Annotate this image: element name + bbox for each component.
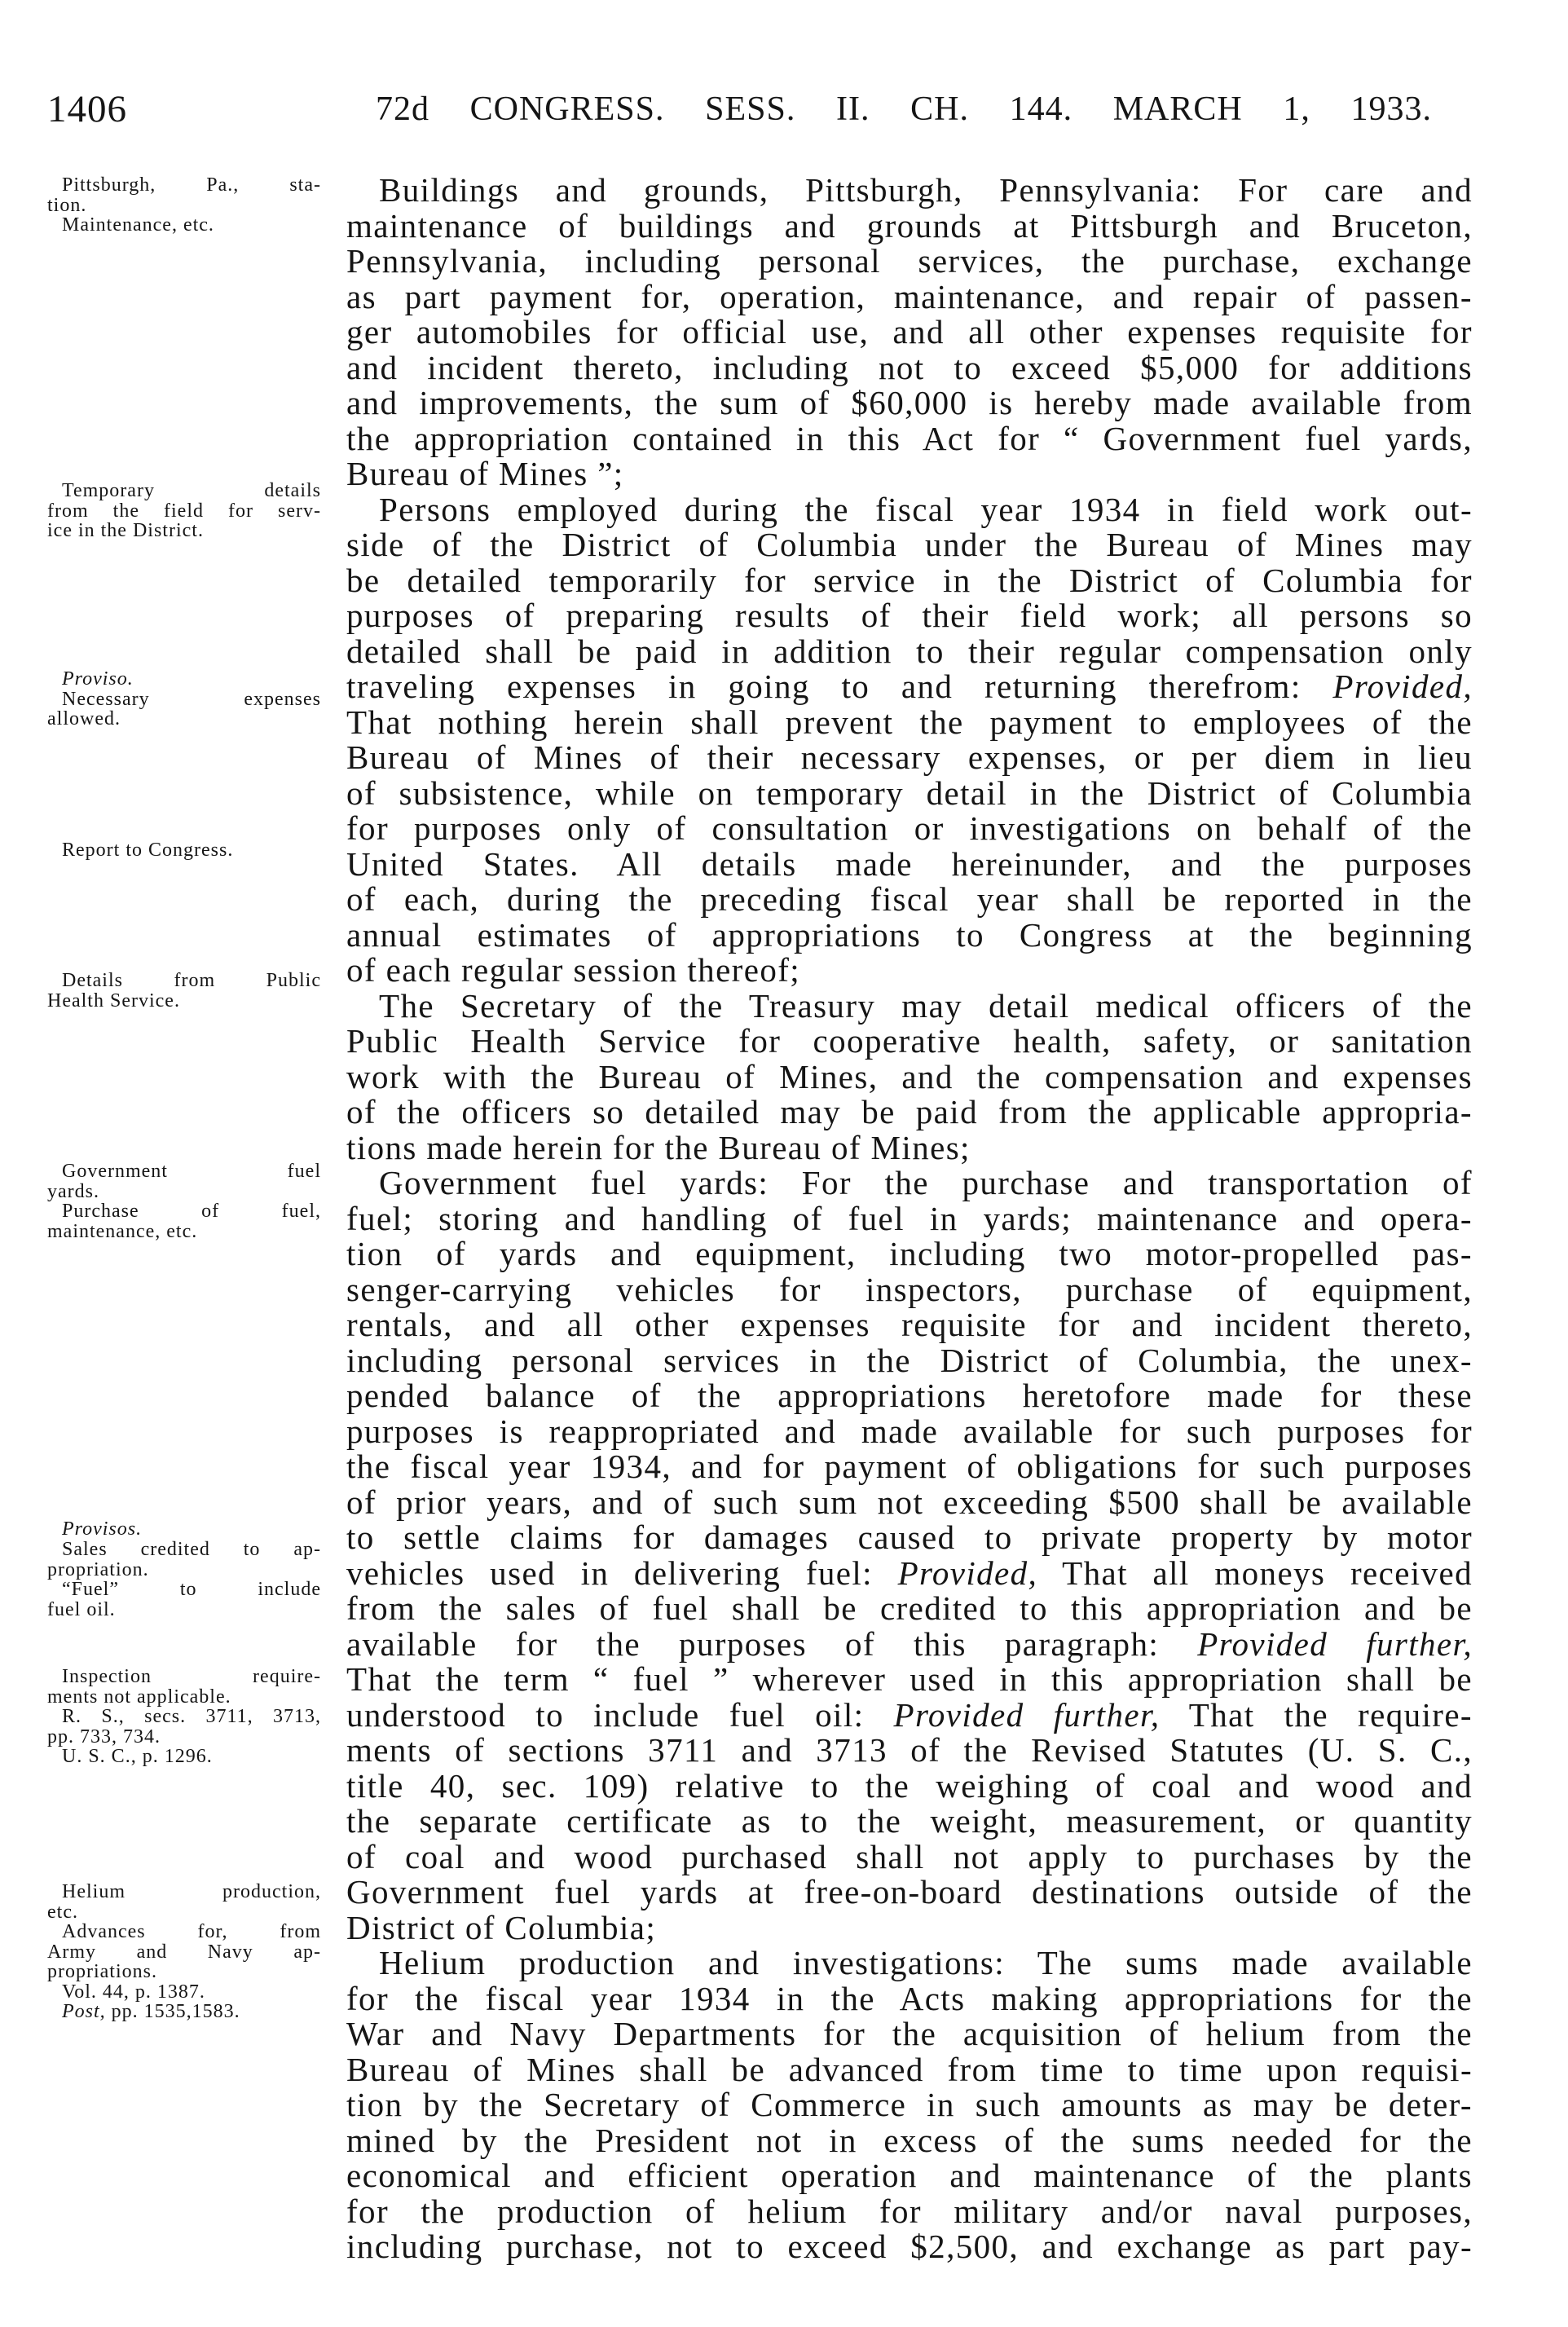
paragraph-temporary-details <box>346 492 1473 989</box>
margin-note <box>47 2002 321 2022</box>
text-line: be detailed temporarily for service in the District of Columbia for <box>346 561 1473 599</box>
italic-proviso: Provided, <box>1332 668 1473 705</box>
text-line: District of Columbia; <box>346 1908 657 1946</box>
text-line: economical and efficient operation and maintenance of the plants <box>346 2157 1473 2194</box>
italic-proviso: Provided further, <box>893 1695 1161 1734</box>
margin-note-line: allowed. <box>47 708 121 729</box>
margin-note-line: Advances for, from <box>62 1921 321 1942</box>
text-line: purposes of preparing results of their field work; all persons so <box>346 597 1473 634</box>
margin-note <box>47 1707 321 1747</box>
text-line: Bureau of Mines shall be advanced from time to time upon requisi- <box>346 2050 1473 2088</box>
margin-note-line: R. S., secs. 3711, 3713, <box>62 1706 321 1727</box>
margin-note-line: Helium production, <box>62 1881 321 1902</box>
text-line: side of the District of Columbia under the Bureau of Mines may <box>346 526 1473 563</box>
text-line: title 40, sec. 109) relative to the weighing of coal and wood and <box>346 1766 1473 1805</box>
text-line: the appropriation contained in this Act for “ Government fuel yards, <box>346 419 1473 457</box>
margin-note-line: Details from Public <box>62 970 321 991</box>
margin-note-line: propriations. <box>47 1961 157 1982</box>
margin-note-line: propriation. <box>47 1558 149 1580</box>
text-line: purposes is reappropriated and made available for such purposes for <box>346 1412 1473 1450</box>
text-line: including purchase, not to exceed $2,500, and exchange as part pay- <box>346 2228 1473 2265</box>
text-segment: That all moneys received <box>1037 1554 1473 1592</box>
margin-note-line: Necessary expenses <box>62 688 321 710</box>
margin-note <box>47 481 321 541</box>
paragraph-government-fuel-yards <box>346 1166 1473 1946</box>
text-segment: traveling expenses in going to and returning therefrom: <box>346 668 1333 705</box>
margin-note-line: Pittsburgh, Pa., sta- <box>62 174 321 196</box>
margin-note-line: Sales credited to ap- <box>62 1539 321 1560</box>
text-line: of prior years, and of such sum not exceeding $500 shall be available <box>346 1483 1473 1521</box>
text-segment: pp. 1535,1583. <box>105 2001 240 2022</box>
margin-note-line: U. S. C., p. 1296. <box>62 1746 213 1767</box>
text-line: That the term “ fuel ” wherever used in this appropriation shall be <box>346 1660 1473 1698</box>
margin-note-line: from the field for serv- <box>47 500 321 522</box>
margin-note-line: ments not applicable. <box>47 1686 231 1708</box>
margin-note <box>47 1161 321 1201</box>
text-line: pended balance of the appropriations heretofore made for these <box>346 1377 1473 1414</box>
margin-note-line: etc. <box>47 1901 78 1923</box>
margin-note <box>47 1201 321 1241</box>
text-line: ger automobiles for official use, and all other expenses requisite for <box>346 313 1473 350</box>
margin-note-line: pp. 733, 734. <box>47 1725 161 1747</box>
margin-note <box>47 1540 321 1580</box>
paragraph-pittsburgh-buildings <box>346 173 1473 492</box>
margin-note <box>47 1667 321 1707</box>
margin-note-line: Temporary details <box>62 480 321 501</box>
text-line: of each, during the preceding fiscal year shall be reported in the <box>346 880 1473 918</box>
text-line: tion of yards and equipment, including two motor-propelled pas- <box>346 1235 1473 1272</box>
margin-note <box>47 840 321 861</box>
text-line: tion by the Secretary of Commerce in such amounts as may be deter- <box>346 2086 1473 2123</box>
text-line: and improvements, the sum of $60,000 is hereby made available from <box>346 384 1473 421</box>
margin-note <box>47 1882 321 1922</box>
margin-note <box>47 669 321 690</box>
text-line: for the fiscal year 1934 in the Acts making appropriations for the <box>346 1979 1473 2017</box>
margin-note <box>47 971 321 1011</box>
text-line: War and Navy Departments for the acquisition of helium from the <box>346 2015 1473 2052</box>
margin-note-line: Government fuel <box>62 1161 321 1182</box>
text-line: as part payment for, operation, maintenance, and repair of passen- <box>346 277 1473 315</box>
text-line: maintenance of buildings and grounds at Pittsburgh and Bruceton, <box>346 206 1473 245</box>
text-line: Government fuel yards at free-on-board destinations outside of the <box>346 1873 1473 1911</box>
text-line: of the officers so detailed may be paid from the applicable appropria- <box>346 1093 1473 1130</box>
margin-note-line: Inspection require- <box>62 1666 321 1687</box>
margin-note <box>47 175 321 215</box>
text-line: for purposes only of consultation or investigations on behalf of the <box>346 809 1473 847</box>
text-line: and incident thereto, including not to exceed $5,000 for additions <box>346 348 1473 386</box>
text-line: detailed shall be paid in addition to their regular compensation only <box>346 632 1473 670</box>
margin-note-line: Health Service. <box>47 989 180 1011</box>
margin-note-line: Army and Navy ap- <box>47 1941 321 1963</box>
margin-note-line: Report to Congress. <box>62 840 234 861</box>
text-line: mined by the President not in excess of the sums needed for the <box>346 2121 1473 2159</box>
paragraph-public-health-service <box>346 986 1473 1166</box>
text-line: ments of sections 3711 and 3713 of the Revised Statutes (U. S. C., <box>346 1731 1473 1769</box>
text-line: of subsistence, while on temporary detail in the District of Columbia <box>346 773 1473 812</box>
text-line <box>346 1624 1473 1663</box>
text-line: of coal and wood purchased shall not apply to purchases by the <box>346 1837 1473 1875</box>
main-text <box>346 173 1473 2265</box>
text-line <box>346 1556 1473 1592</box>
text-line: for the production of helium for military and/or naval purposes, <box>346 2192 1473 2230</box>
text-line: Bureau of Mines of their necessary expenses, or per diem in lieu <box>346 738 1473 776</box>
margin-note-line <box>47 2002 321 2022</box>
paragraph-helium-production <box>346 1946 1473 2265</box>
margin-note <box>47 1519 321 1540</box>
text-line: Public Health Service for cooperative health, safety, or sanitation <box>346 1022 1473 1060</box>
text-line <box>346 669 1473 705</box>
margin-note <box>47 690 321 729</box>
text-line: from the sales of fuel shall be credited to this appropriation and be <box>346 1589 1473 1627</box>
text-line: tions made herein for the Bureau of Mines; <box>346 1128 971 1166</box>
text-line: to settle claims for damages caused to private property by motor <box>346 1518 1473 1556</box>
margin-note <box>47 1922 321 1982</box>
running-head: 72d CONGRESS. SESS. II. CH. 144. MARCH 1, 1933. <box>376 90 1432 128</box>
italic-proviso: Provided further, <box>1197 1624 1473 1663</box>
margin-note-line: Provisos. <box>62 1518 143 1540</box>
page-number: 1406 <box>47 88 127 130</box>
text-line: United States. All details made hereinunder, and the purposes <box>346 844 1473 883</box>
margin-note-line: Purchase of fuel, <box>62 1201 321 1222</box>
text-line: work with the Bureau of Mines, and the compensation and expenses <box>346 1057 1473 1095</box>
margin-note-line: Maintenance, etc. <box>62 214 214 236</box>
text-line: including personal services in the District of Columbia, the unex- <box>346 1341 1473 1379</box>
margin-note-line: Proviso. <box>62 668 134 690</box>
margin-note-line: Vol. 44, p. 1387. <box>62 1981 205 2003</box>
margin-note-line: yards. <box>47 1180 99 1202</box>
text-line: Bureau of Mines ”; <box>346 455 624 492</box>
text-line: That nothing herein shall prevent the payment to employees of the <box>346 703 1473 741</box>
text-line: the fiscal year 1934, and for payment of obligations for such purposes <box>346 1448 1473 1485</box>
text-segment: understood to include fuel oil: <box>346 1695 894 1734</box>
text-line: Persons employed during the fiscal year 1934 in field work out- <box>379 490 1473 528</box>
italic-text: Post, <box>62 2001 106 2022</box>
margin-note <box>47 1747 321 1767</box>
text-line: of each regular session thereof; <box>346 951 801 989</box>
text-line: Buildings and grounds, Pittsburgh, Pennsylvania: For care and <box>379 171 1473 209</box>
margin-note-line: tion. <box>47 194 87 216</box>
text-line <box>346 1695 1473 1734</box>
text-segment: available for the purposes of this paragraph: <box>346 1624 1198 1663</box>
margin-note-line: ice in the District. <box>47 520 204 541</box>
italic-proviso: Provided, <box>897 1554 1038 1592</box>
text-line: annual estimates of appropriations to Congress at the beginning <box>346 915 1473 954</box>
text-line: Pennsylvania, including personal services, the purchase, exchange <box>346 242 1473 280</box>
margin-note <box>47 1580 321 1620</box>
margin-note-line: maintenance, etc. <box>47 1220 198 1242</box>
text-line: The Secretary of the Treasury may detail medical officers of the <box>379 986 1473 1025</box>
text-line: rentals, and all other expenses requisite for and incident thereto, <box>346 1306 1473 1343</box>
text-segment: vehicles used in delivering fuel: <box>346 1554 898 1592</box>
margin-note <box>47 1982 321 2003</box>
margin-note <box>47 215 321 236</box>
margin-note-line: fuel oil. <box>47 1598 116 1620</box>
text-line: senger-carrying vehicles for inspectors, purchase of equipment, <box>346 1270 1473 1308</box>
text-line: Helium production and investigations: The sums made available <box>379 1944 1473 1981</box>
text-line: Government fuel yards: For the purchase and transportation of <box>379 1164 1473 1201</box>
margin-note-line: “Fuel” to include <box>62 1579 321 1600</box>
text-line: the separate certificate as to the weight, measurement, or quantity <box>346 1802 1473 1840</box>
text-segment: That the require- <box>1160 1695 1473 1734</box>
text-line: fuel; storing and handling of fuel in yards; maintenance and opera- <box>346 1199 1473 1237</box>
